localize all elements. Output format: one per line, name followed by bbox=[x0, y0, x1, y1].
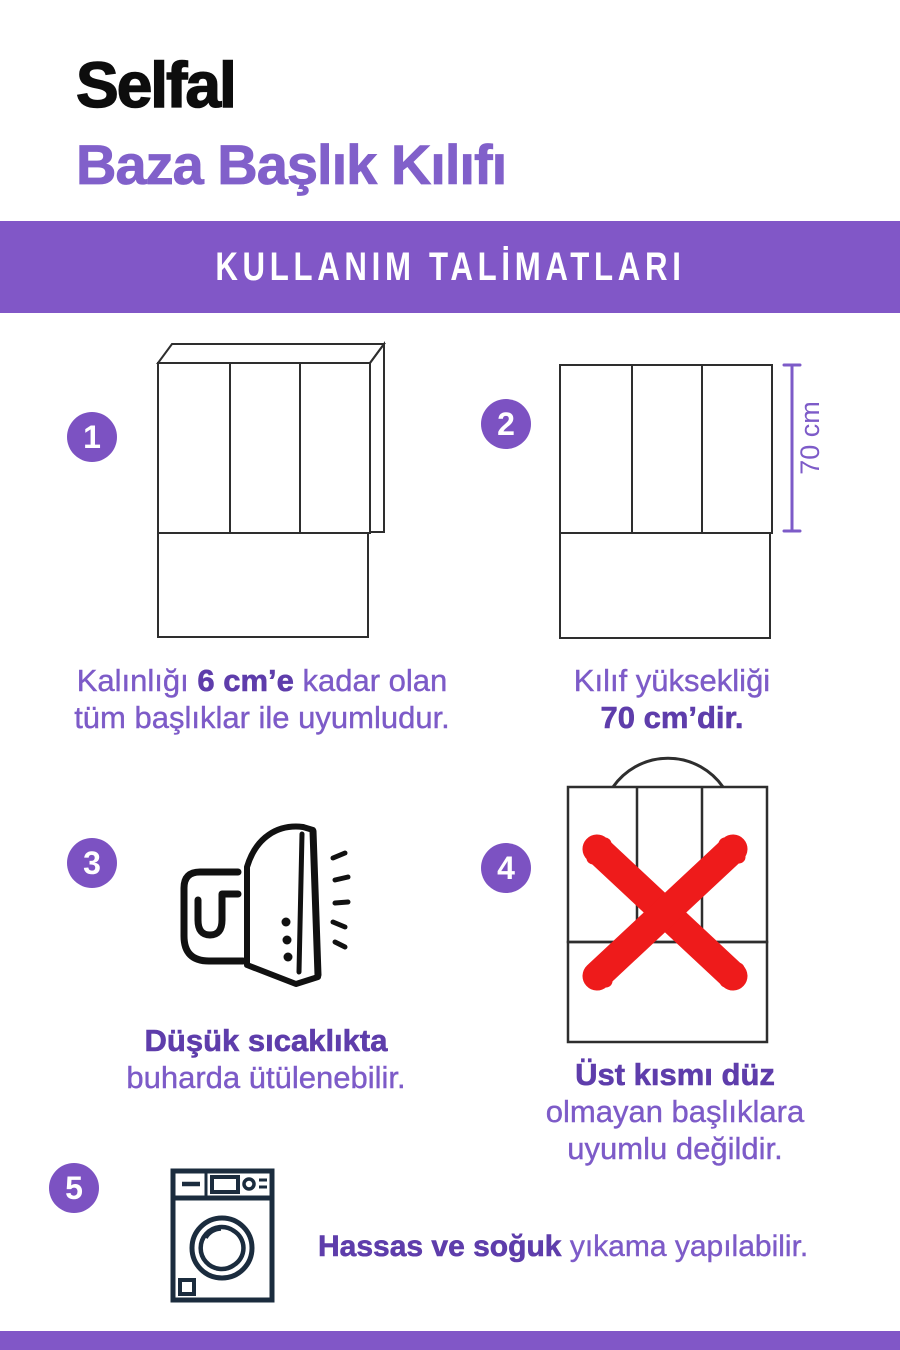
step-1-badge: 1 bbox=[67, 412, 117, 462]
instructions-banner-title: KULLANIM TALİMATLARI bbox=[214, 244, 686, 289]
headboard-front-height-diagram bbox=[555, 360, 840, 645]
step-4-badge: 4 bbox=[481, 843, 531, 893]
instructions-banner bbox=[0, 221, 900, 313]
step-5-caption: Hassas ve soğuk yıkama yapılabilir. bbox=[318, 1230, 809, 1263]
step-4-caption: Üst kısmı düz olmayan başlıklara uyumlu değildir. bbox=[545, 1057, 805, 1166]
bottom-accent-bar bbox=[0, 1331, 900, 1350]
washing-machine-icon bbox=[170, 1168, 275, 1303]
product-title: Baza Başlık Kılıfı bbox=[76, 133, 507, 196]
brand-logo: Selfal bbox=[76, 49, 235, 121]
headboard-3d-diagram bbox=[155, 340, 390, 640]
step-5-badge: 5 bbox=[49, 1163, 99, 1213]
red-cross-icon bbox=[593, 844, 739, 981]
step-3-badge: 3 bbox=[67, 838, 117, 888]
steam-iron-icon bbox=[172, 820, 362, 1000]
step-2-caption: Kılıf yüksekliği 70 cm’dir. bbox=[573, 663, 771, 735]
step-3-caption: Düşük sıcaklıkta buharda ütülenebilir. bbox=[126, 1023, 406, 1095]
curved-headboard-crossed-diagram bbox=[560, 750, 775, 1045]
step-2-badge: 2 bbox=[481, 399, 531, 449]
steam-lines bbox=[333, 853, 348, 947]
step-1-caption: Kalınlığı 6 cm’e kadar olan tüm başlıklar ile uyumludur. bbox=[74, 663, 450, 735]
height-dimension-label: 70 cm bbox=[795, 401, 825, 475]
